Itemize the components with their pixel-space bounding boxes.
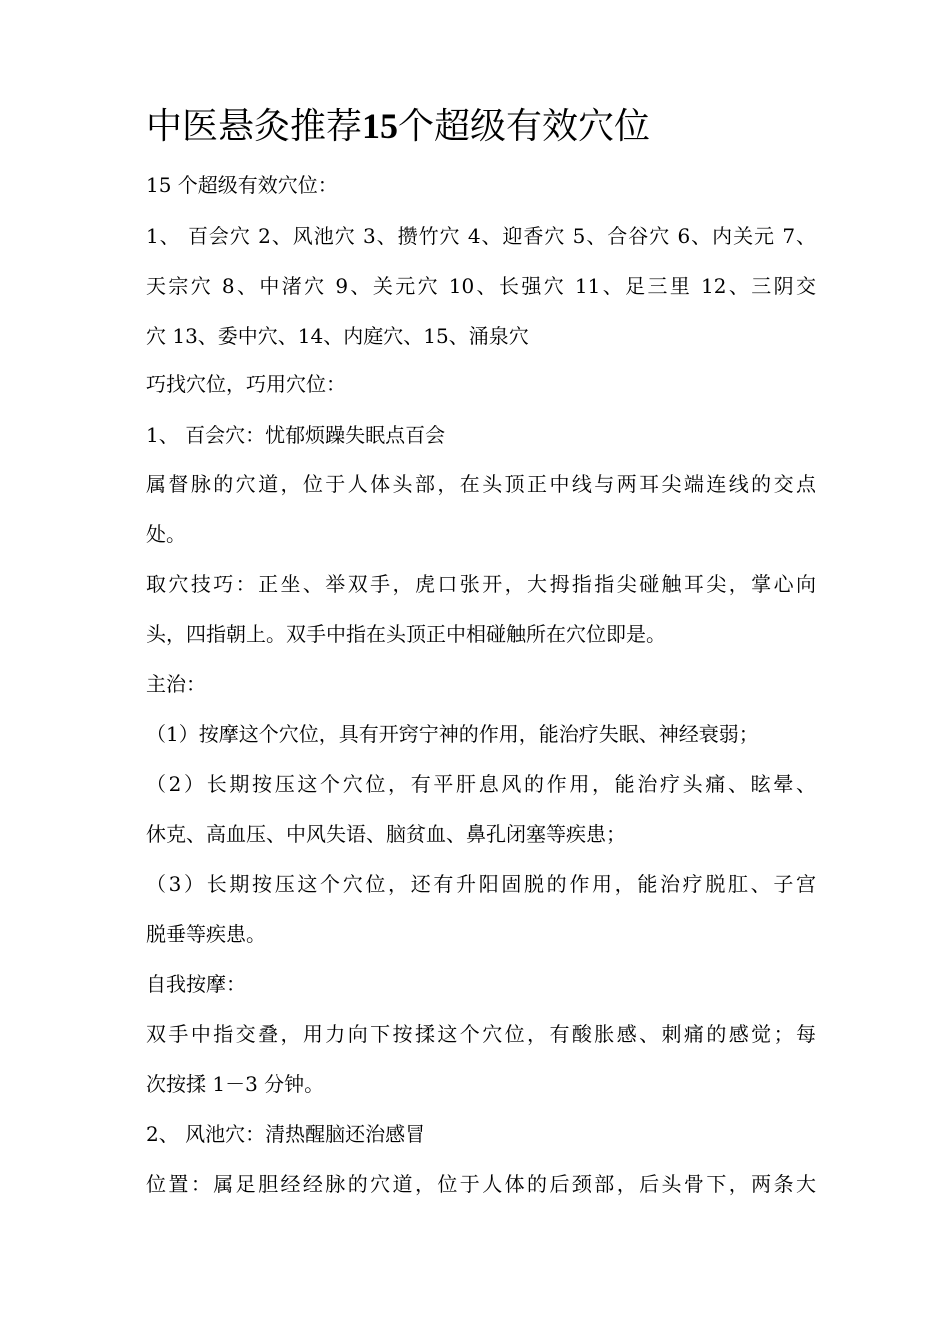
acupoint-list-line-2: 天宗穴 8、中渚穴 9、关元穴 10、长强穴 11、足三里 12、三阴交 xyxy=(146,274,816,298)
point-1-massage-line-1: 双手中指交叠，用力向下按揉这个穴位，有酸胀感、刺痛的感觉；每 xyxy=(146,1022,816,1046)
point-2-heading: 2、 风池穴：清热醒脑还治感冒 xyxy=(146,1122,426,1146)
intro-heading: 15 个超级有效穴位： xyxy=(146,173,338,197)
title-part-2: 个超级有效穴位 xyxy=(398,106,651,147)
title-number: 15 xyxy=(362,106,399,146)
point-1-technique-line-1: 取穴技巧：正坐、举双手，虎口张开，大拇指指尖碰触耳尖，掌心向 xyxy=(146,572,816,596)
title-part-1: 中医悬灸推荐 xyxy=(146,106,363,147)
point-1-technique-line-2: 头，四指朝上。双手中指在头顶正中相碰触所在穴位即是。 xyxy=(146,622,666,646)
point-1-massage-line-2: 次按揉 1－3 分钟。 xyxy=(146,1072,325,1096)
point-2-location-line-1: 位置：属足胆经经脉的穴道，位于人体的后颈部，后头骨下，两条大 xyxy=(146,1172,816,1196)
point-1-location-line-2: 处。 xyxy=(146,522,186,546)
point-1-indication-3-line-2: 脱垂等疾患。 xyxy=(146,922,266,946)
acupoint-list-line-1: 1、 百会穴 2、风池穴 3、攒竹穴 4、迎香穴 5、合谷穴 6、内关元 7、 xyxy=(146,224,816,248)
point-1-massage-heading: 自我按摩： xyxy=(146,972,246,996)
point-1-indication-2-line-1: （2）长期按压这个穴位，有平肝息风的作用，能治疗头痛、眩晕、 xyxy=(146,772,816,796)
point-1-heading: 1、 百会穴：忧郁烦躁失眠点百会 xyxy=(146,423,446,447)
document-title xyxy=(146,98,846,155)
point-1-indication-3-line-1: （3）长期按压这个穴位，还有升阳固脱的作用，能治疗脱肛、子宫 xyxy=(146,872,816,896)
point-1-indications-heading: 主治： xyxy=(146,672,206,696)
point-1-indication-2-line-2: 休克、高血压、中风失语、脑贫血、鼻孔闭塞等疾患； xyxy=(146,822,626,846)
point-1-location-line-1: 属督脉的穴道，位于人体头部，在头顶正中线与两耳尖端连线的交点 xyxy=(146,472,816,496)
point-1-indication-1: （1）按摩这个穴位，具有开窍宁神的作用，能治疗失眠、神经衰弱； xyxy=(146,722,759,746)
acupoint-list-line-3: 穴 13、委中穴、14、内庭穴、15、涌泉穴 xyxy=(146,324,529,348)
section-heading: 巧找穴位，巧用穴位： xyxy=(146,372,346,396)
